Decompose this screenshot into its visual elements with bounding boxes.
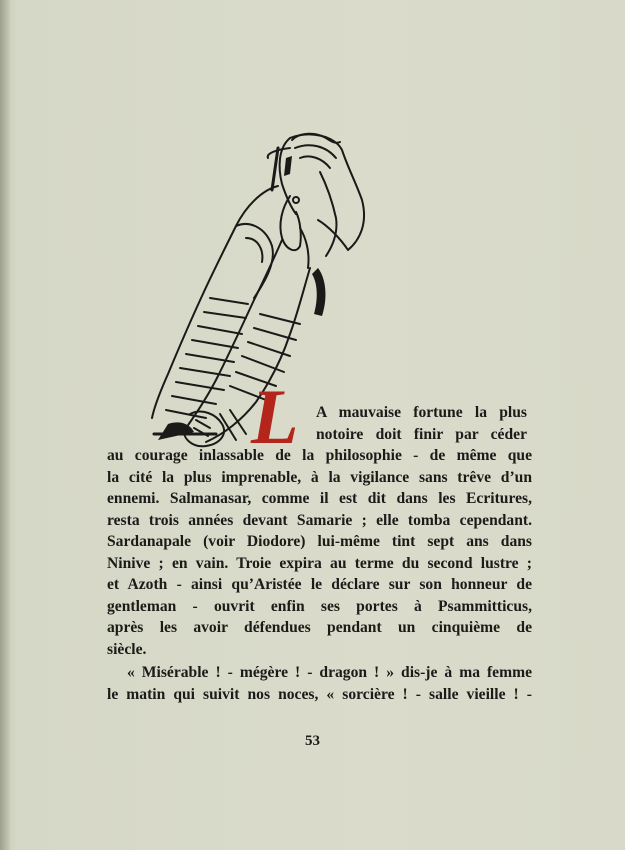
text-line: et Azoth - ainsi qu’Aristée le déclare sur son honneur de bbox=[107, 576, 532, 593]
binding-shadow bbox=[0, 0, 10, 850]
main-paragraph bbox=[107, 445, 532, 660]
text-line: Ninive ; en vain. Troie expira au terme du second lustre ; bbox=[107, 554, 532, 572]
text-line: ennemi. Salmanasar, comme il est dit dans les Ecritures, bbox=[107, 490, 532, 507]
text-line: A mauvaise fortune la plus bbox=[316, 404, 527, 421]
text-line: le matin qui suivit nos noces, « sorcière ! - salle vieille ! - bbox=[107, 685, 532, 703]
opening-lines bbox=[316, 402, 527, 445]
text-line: après les avoir défendues pendant un cinquième de bbox=[107, 619, 532, 636]
text-line: la cité la plus imprenable, à la vigilance sans trêve d’un bbox=[107, 468, 532, 486]
text-line: au courage inlassable de la philosophie - de même que bbox=[107, 447, 532, 464]
text-line: Sardanapale (voir Diodore) lui-même tint sept ans dans bbox=[107, 533, 532, 550]
text-line: siècle. bbox=[107, 640, 147, 658]
page-number: 53 bbox=[305, 733, 320, 749]
text-line: resta trois années devant Samarie ; elle tomba cependant. bbox=[107, 511, 532, 529]
second-paragraph bbox=[107, 662, 532, 705]
drop-cap: L bbox=[251, 373, 299, 460]
text-line: gentleman - ouvrit enfin ses portes à Psammitticus, bbox=[107, 597, 532, 615]
text-line: notoire doit finir par céder bbox=[316, 425, 527, 443]
text-line: « Misérable ! - mégère ! - dragon ! » dis-je à ma femme bbox=[127, 664, 532, 681]
